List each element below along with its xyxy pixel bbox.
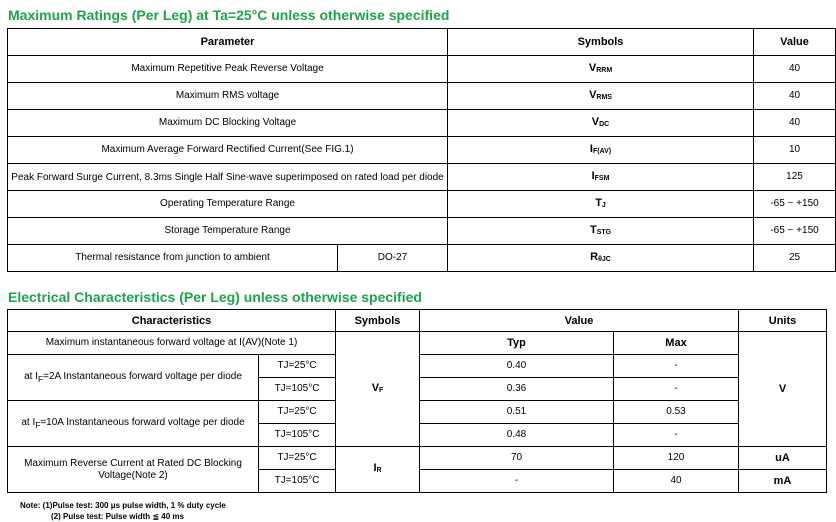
footnotes [20,500,226,522]
row-label: at $I_F=2A$ Instantaneous forward voltage per diode [8,355,259,401]
condition-cell: TJ=25°C [259,447,336,470]
max-cell: - [614,378,739,401]
electrical-characteristics-title: Electrical Characteristics (Per Leg) unless otherwise specified [8,289,422,305]
note-1: Note: (1)Pulse test: 300 μs pulse width, 1 % duty cycle [20,501,226,510]
value-cell: -65 ~ +150 [754,218,836,245]
parameter-cell: Storage Temperature Range [8,218,448,245]
parameter-header: Parameter [8,29,448,56]
parameter-cell: Maximum Average Forward Rectified Current(See FIG.1) [8,137,448,164]
parameter-cell: Maximum Repetitive Peak Reverse Voltage [8,56,448,83]
table-row [8,137,836,164]
typ-header: Typ [420,332,614,355]
row-label: at $I_F=10A$ Instantaneous forward voltage per diode [8,401,259,447]
table-row [8,83,836,110]
symbol-cell: $T_J$ [448,191,754,218]
note-2: (2) Pulse test: Pulse width ≦ 40 ms [51,512,184,521]
table-header-row [8,29,836,56]
symbols-header: Symbols [336,310,420,332]
value-header: Value [754,29,836,56]
table-row [8,332,827,355]
value-cell: 40 [754,110,836,137]
condition-cell: TJ=105°C [259,378,336,401]
unit-cell: mA [739,470,827,493]
vf-unit: V [739,332,827,447]
electrical-characteristics-table [7,309,827,493]
typ-cell: 0.51 [420,401,614,424]
symbol-cell: $R_{\theta JC}$ [448,245,754,272]
table-row [8,218,836,245]
typ-cell: - [420,470,614,493]
value-cell: -65 ~ +150 [754,191,836,218]
condition-cell: TJ=105°C [259,424,336,447]
condition-cell: TJ=25°C [259,401,336,424]
vf-symbol: $V_F$ [336,332,420,447]
condition-cell: TJ=25°C [259,355,336,378]
table-row [8,56,836,83]
max-cell: - [614,424,739,447]
row-label: Maximum Reverse Current at Rated DC Blocking Voltage(Note 2) [8,447,259,493]
max-cell: 0.53 [614,401,739,424]
value-cell: 40 [754,56,836,83]
unit-cell: uA [739,447,827,470]
maximum-ratings-table [7,28,836,272]
symbol-cell: $V_{RRM}$ [448,56,754,83]
typ-cell: 0.48 [420,424,614,447]
value-cell: 40 [754,83,836,110]
table-row [8,245,836,272]
typ-cell: 0.36 [420,378,614,401]
symbol-cell: $T_{STG}$ [448,218,754,245]
typ-cell: 0.40 [420,355,614,378]
symbol-cell: $V_{RMS}$ [448,83,754,110]
max-cell: - [614,355,739,378]
value-cell: 125 [754,164,836,191]
ir-symbol: $I_R$ [336,447,420,493]
max-header: Max [614,332,739,355]
maximum-ratings-title: Maximum Ratings (Per Leg) at Ta=25°C unless otherwise specified [8,7,450,23]
value-cell: 10 [754,137,836,164]
table-row [8,164,836,191]
value-cell: 25 [754,245,836,272]
table-row [8,191,836,218]
symbol-cell: $I_{FSM}$ [448,164,754,191]
typ-cell: 70 [420,447,614,470]
value-header: Value [420,310,739,332]
parameter-cell: Operating Temperature Range [8,191,448,218]
package-cell: DO-27 [338,245,448,272]
condition-cell: TJ=105°C [259,470,336,493]
parameter-cell: Peak Forward Surge Current, 8.3ms Single Half Sine-wave superimposed on rated load per diode [8,164,448,191]
table-row [8,110,836,137]
max-cell: 40 [614,470,739,493]
table-row [8,447,827,470]
parameter-cell: Thermal resistance from junction to ambient [8,245,338,272]
symbols-header: Symbols [448,29,754,56]
units-header: Units [739,310,827,332]
characteristics-header: Characteristics [8,310,336,332]
parameter-cell: Maximum DC Blocking Voltage [8,110,448,137]
max-cell: 120 [614,447,739,470]
symbol-cell: $V_{DC}$ [448,110,754,137]
row-label: Maximum instantaneous forward voltage at I(AV)(Note 1) [8,332,336,355]
table-header-row [8,310,827,332]
symbol-cell: $I_{F(AV)}$ [448,137,754,164]
parameter-cell: Maximum RMS voltage [8,83,448,110]
